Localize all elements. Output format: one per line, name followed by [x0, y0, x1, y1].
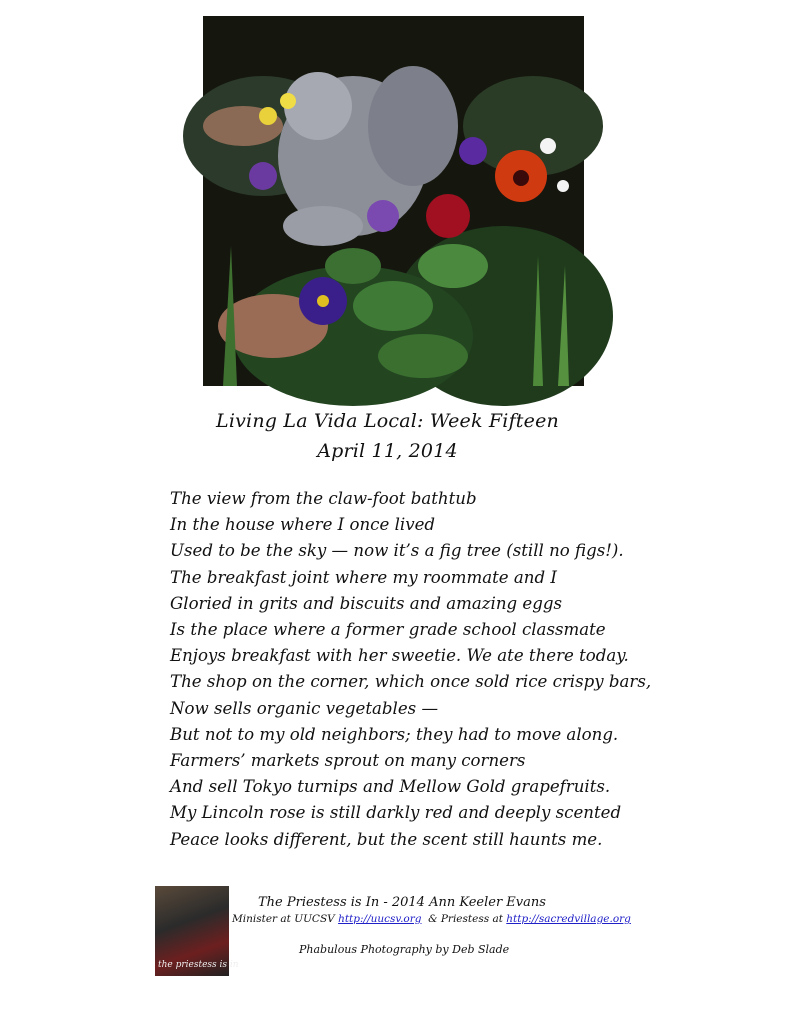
footer-priestess-label: & Priestess at	[421, 913, 507, 925]
uucsv-link[interactable]: http://uucsv.org	[338, 913, 422, 925]
cherub-garden-image	[203, 16, 584, 386]
poem-line: Peace looks different, but the scent still haunts me.	[170, 829, 603, 849]
page-date: April 11, 2014	[317, 440, 458, 462]
priestess-logo-thumbnail	[155, 886, 239, 976]
footer-minister-label: Minister at UUCSV	[232, 913, 339, 925]
poem-line: But not to my old neighbors; they had to move along.	[170, 724, 619, 744]
poem-line: Now sells organic vegetables —	[170, 698, 439, 718]
poem-line: The shop on the corner, which once sold rice crispy bars,	[170, 672, 652, 692]
poem-line: My Lincoln rose is still darkly red and deeply scented	[170, 803, 622, 823]
poem-line: The breakfast joint where my roommate and I	[170, 567, 557, 587]
thumbnail-caption: the priestess is in	[158, 960, 239, 970]
footer-links	[232, 913, 631, 925]
poem-line: Used to be the sky — now it’s a fig tree (still no figs!).	[170, 541, 624, 561]
footer-credit: The Priestess is In - 2014 Ann Keeler Evans	[258, 895, 546, 910]
poem-line: In the house where I once lived	[170, 515, 436, 535]
sacredvillage-link[interactable]: http://sacredvillage.org	[506, 913, 631, 925]
poem-line: And sell Tokyo turnips and Mellow Gold grapefruits.	[170, 777, 611, 797]
poem-line: The view from the claw-foot bathtub	[170, 489, 477, 508]
page-title: Living La Vida Local: Week Fifteen	[216, 410, 559, 432]
photo-credit: Phabulous Photography by Deb Slade	[299, 943, 510, 956]
poem-body	[170, 486, 730, 853]
cherub-garden-photo	[203, 16, 584, 386]
poem-line: Enjoys breakfast with her sweetie. We ate there today.	[170, 646, 629, 666]
poem-line: Is the place where a former grade school classmate	[170, 620, 606, 640]
poem-line: Farmers’ markets sprout on many corners	[170, 751, 526, 771]
poem-line: Gloried in grits and biscuits and amazing eggs	[170, 593, 562, 613]
